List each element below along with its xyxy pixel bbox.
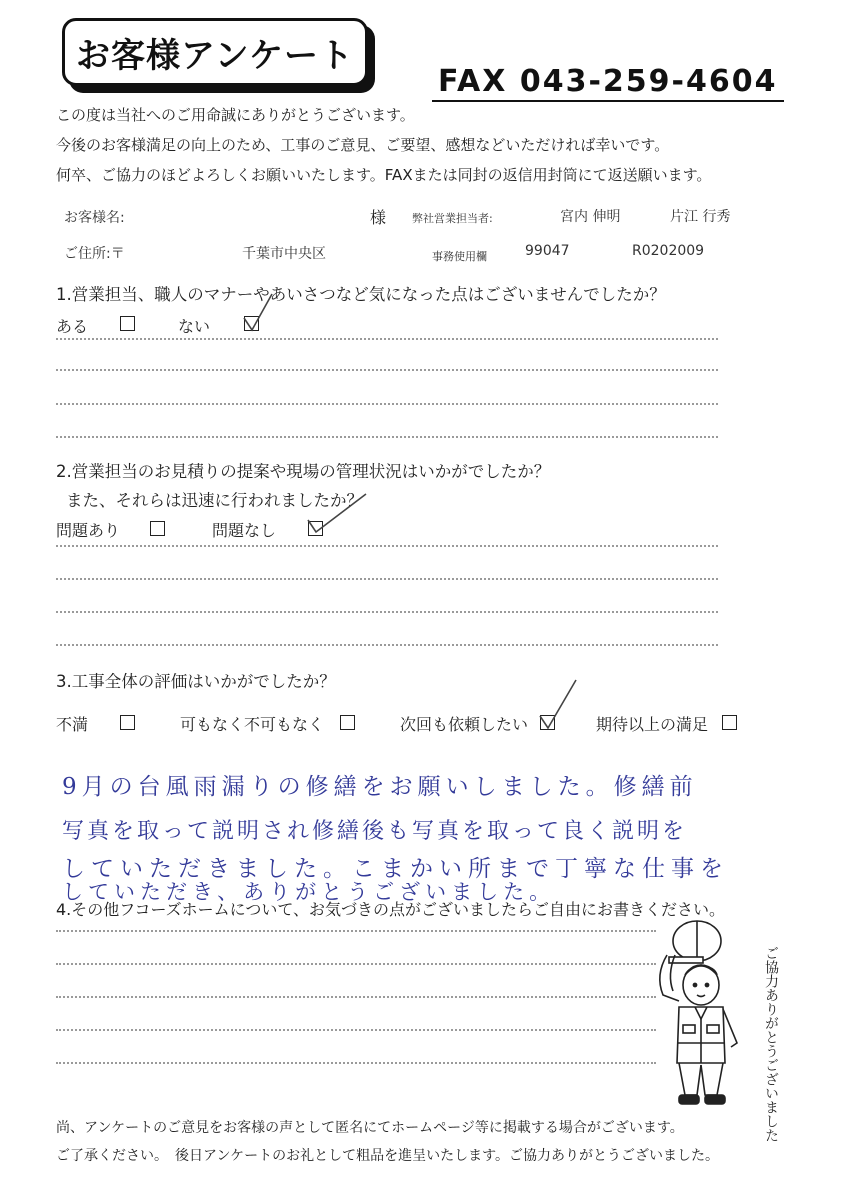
q2-answer-line-2 — [56, 578, 718, 580]
q2-answer-line-1 — [56, 545, 718, 547]
office-value-2: R0202009 — [632, 243, 705, 259]
q3-handwritten-line-4: していただき、ありがとうございました。 — [62, 880, 556, 904]
q1-answer-line-2 — [56, 369, 718, 371]
q2-question-line-2: また、それらは迅速に行われましたか？ — [66, 491, 363, 510]
q4-answer-line-2 — [56, 963, 656, 965]
q4-answer-line-4 — [56, 1029, 656, 1031]
footer-line-2: ご了承ください。 後日アンケートのお礼として粗品を進呈いたします。ご協力ありがとうございました。 — [56, 1148, 720, 1164]
q3-handwritten-line-3: していただきました。こまかい所まで丁寧な仕事を — [62, 856, 729, 882]
q3-option-exceeded: 期待以上の満足 — [596, 715, 709, 734]
q4-question: 4.その他フコーズホームについて、お気づきの点がございましたらご自由にお書きください。 — [56, 900, 726, 919]
honorific: 様 — [370, 208, 387, 227]
worker-illustration-icon — [645, 915, 755, 1110]
q2-checkbox-problem[interactable] — [150, 521, 165, 536]
q1-checkmark-icon — [238, 290, 278, 334]
q3-checkmark-icon — [534, 676, 582, 732]
intro-line-3: 何卒、ご協力のほどよろしくお願いいたします。FAXまたは同封の返信用封筒にて返送願います。 — [56, 166, 712, 184]
q3-checkbox-exceeded[interactable] — [722, 715, 737, 730]
title-box — [62, 18, 368, 86]
q1-answer-line-4 — [56, 436, 718, 438]
office-value-1: 99047 — [525, 243, 570, 259]
fax-number: FAX 043-259-4604 — [438, 64, 778, 99]
q4-answer-line-3 — [56, 996, 656, 998]
q2-answer-line-3 — [56, 611, 718, 613]
q3-option-dissatisfied: 不満 — [56, 715, 89, 734]
q2-answer-line-4 — [56, 644, 718, 646]
q2-checkmark-icon — [302, 488, 372, 536]
customer-name-label: お客様名: — [64, 210, 125, 226]
q3-checkbox-neutral[interactable] — [340, 715, 355, 730]
q3-handwritten-line-2: 写真を取って説明され修繕後も写真を取って良く説明を — [62, 819, 688, 844]
q2-option-problem: 問題あり — [56, 521, 121, 540]
q1-answer-line-3 — [56, 403, 718, 405]
address-label: ご住所:〒 — [64, 246, 125, 262]
q4-answer-line-1 — [56, 930, 656, 932]
q1-option-yes: ある — [56, 317, 89, 336]
office-use-label: 事務使用欄 — [432, 250, 487, 263]
q4-answer-line-5 — [56, 1062, 656, 1064]
page-title: お客様アンケート — [76, 35, 354, 76]
intro-line-1: この度は当社へのご用命誠にありがとうございます。 — [56, 106, 415, 124]
q3-checkbox-dissatisfied[interactable] — [120, 715, 135, 730]
intro-line-2: 今後のお客様満足の向上のため、工事のご意見、ご要望、感想などいただければ幸いです。 — [56, 136, 670, 154]
q1-answer-line-1 — [56, 338, 718, 340]
staff-name-2: 片江 行秀 — [670, 209, 731, 225]
fax-underline — [432, 100, 784, 102]
q3-option-neutral: 可もなく不可もなく — [180, 715, 325, 734]
address-value: 千葉市中央区 — [242, 246, 326, 262]
q1-option-no: ない — [178, 317, 211, 336]
staff-name-1: 宮内 伸明 — [560, 209, 621, 225]
q3-handwritten-line-1: 9月の台風雨漏りの修繕をお願いしました。修繕前 — [62, 774, 698, 800]
q1-checkbox-yes[interactable] — [120, 316, 135, 331]
q2-question-line-1: 2.営業担当のお見積りの提案や現場の管理状況はいかがでしたか？ — [56, 462, 551, 481]
staff-label: 弊社営業担当者: — [412, 212, 493, 225]
q3-option-request-again: 次回も依頼したい — [400, 715, 529, 734]
footer-line-1: 尚、アンケートのご意見をお客様の声として匿名にてホームページ等に掲載する場合がございます。 — [56, 1120, 684, 1136]
thanks-vertical-text: ご協力ありがとうございました — [763, 946, 779, 1142]
q2-option-no-problem: 問題なし — [212, 521, 277, 540]
q3-question: 3.工事全体の評価はいかがでしたか？ — [56, 672, 336, 691]
q1-question: 1.営業担当、職人のマナーやあいさつなど気になった点はございませんでしたか？ — [56, 285, 666, 304]
